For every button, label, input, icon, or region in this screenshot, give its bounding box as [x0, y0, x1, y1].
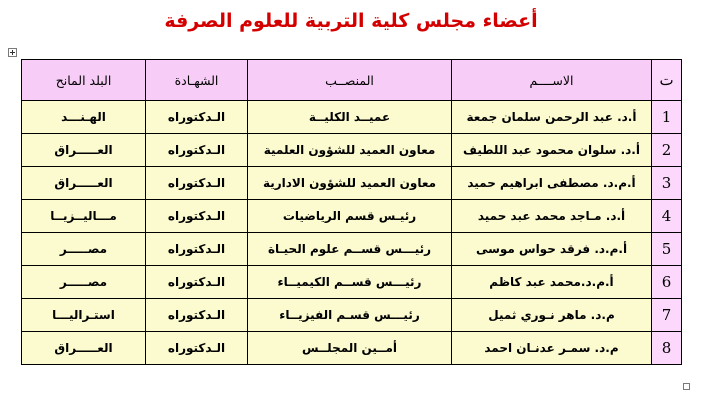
header-country: البلد المانح [22, 60, 146, 101]
row-number: 4 [652, 200, 682, 233]
header-degree: الشهـادة [146, 60, 248, 101]
header-number: ت [652, 60, 682, 101]
member-country: مـــاليــزيــا [22, 200, 146, 233]
row-number: 3 [652, 167, 682, 200]
member-name: أ.م.د.محمد عبد كاظم [452, 266, 652, 299]
council-members-table [21, 59, 682, 365]
row-number: 7 [652, 299, 682, 332]
member-degree: الـدكتوراه [146, 233, 248, 266]
member-degree: الـدكتوراه [146, 167, 248, 200]
table-row [22, 200, 682, 233]
table-row [22, 266, 682, 299]
header-name: الاســــم [452, 60, 652, 101]
member-country: استـراليـــا [22, 299, 146, 332]
member-degree: الـدكتوراه [146, 101, 248, 134]
member-name: أ.د. سلوان محمود عبد اللطيف [452, 134, 652, 167]
table-row [22, 332, 682, 365]
member-degree: الـدكتوراه [146, 266, 248, 299]
member-name: أ.د. عبد الرحمن سلمان جمعة [452, 101, 652, 134]
member-country: مصـــــر [22, 266, 146, 299]
member-position: معاون العميد للشؤون الادارية [248, 167, 452, 200]
member-position: رئيـــس قســم الكيميــاء [248, 266, 452, 299]
member-country: الهـنـــد [22, 101, 146, 134]
member-name: أ.م.د. فرقد حواس موسى [452, 233, 652, 266]
row-number: 8 [652, 332, 682, 365]
table-header-row [22, 60, 682, 101]
member-degree: الـدكتوراه [146, 332, 248, 365]
table-row [22, 167, 682, 200]
row-number: 2 [652, 134, 682, 167]
table-row [22, 233, 682, 266]
member-name: أ.د. مـاجد محمد عبد حميد [452, 200, 652, 233]
table-row [22, 299, 682, 332]
row-number: 6 [652, 266, 682, 299]
table-move-handle-icon[interactable] [8, 48, 17, 57]
member-position: معاون العميد للشؤون العلمية [248, 134, 452, 167]
header-position: المنصــب [248, 60, 452, 101]
row-number: 1 [652, 101, 682, 134]
table-resize-handle-icon[interactable] [683, 383, 690, 390]
member-name: م.د. ماهر نـوري ثميل [452, 299, 652, 332]
member-position: رئيـــس قسـم الفيزيــاء [248, 299, 452, 332]
member-degree: الـدكتوراه [146, 299, 248, 332]
table-row [22, 101, 682, 134]
member-position: أمــين المجلــس [248, 332, 452, 365]
member-position: عميــد الكليــة [248, 101, 452, 134]
member-country: مصـــــر [22, 233, 146, 266]
member-country: العـــــراق [22, 167, 146, 200]
member-position: رئيـس قسم الرياضيات [248, 200, 452, 233]
table-row [22, 134, 682, 167]
member-country: العـــــراق [22, 332, 146, 365]
member-name: أ.م.د. مصطفى ابراهيم حميد [452, 167, 652, 200]
member-degree: الـدكتوراه [146, 134, 248, 167]
member-name: م.د. سمـر عدنـان احمد [452, 332, 652, 365]
member-degree: الـدكتوراه [146, 200, 248, 233]
member-position: رئيـــس قســم علوم الحيـاة [248, 233, 452, 266]
page-title: أعضاء مجلس كلية التربية للعلوم الصرفة [164, 10, 538, 32]
member-country: العـــــراق [22, 134, 146, 167]
row-number: 5 [652, 233, 682, 266]
